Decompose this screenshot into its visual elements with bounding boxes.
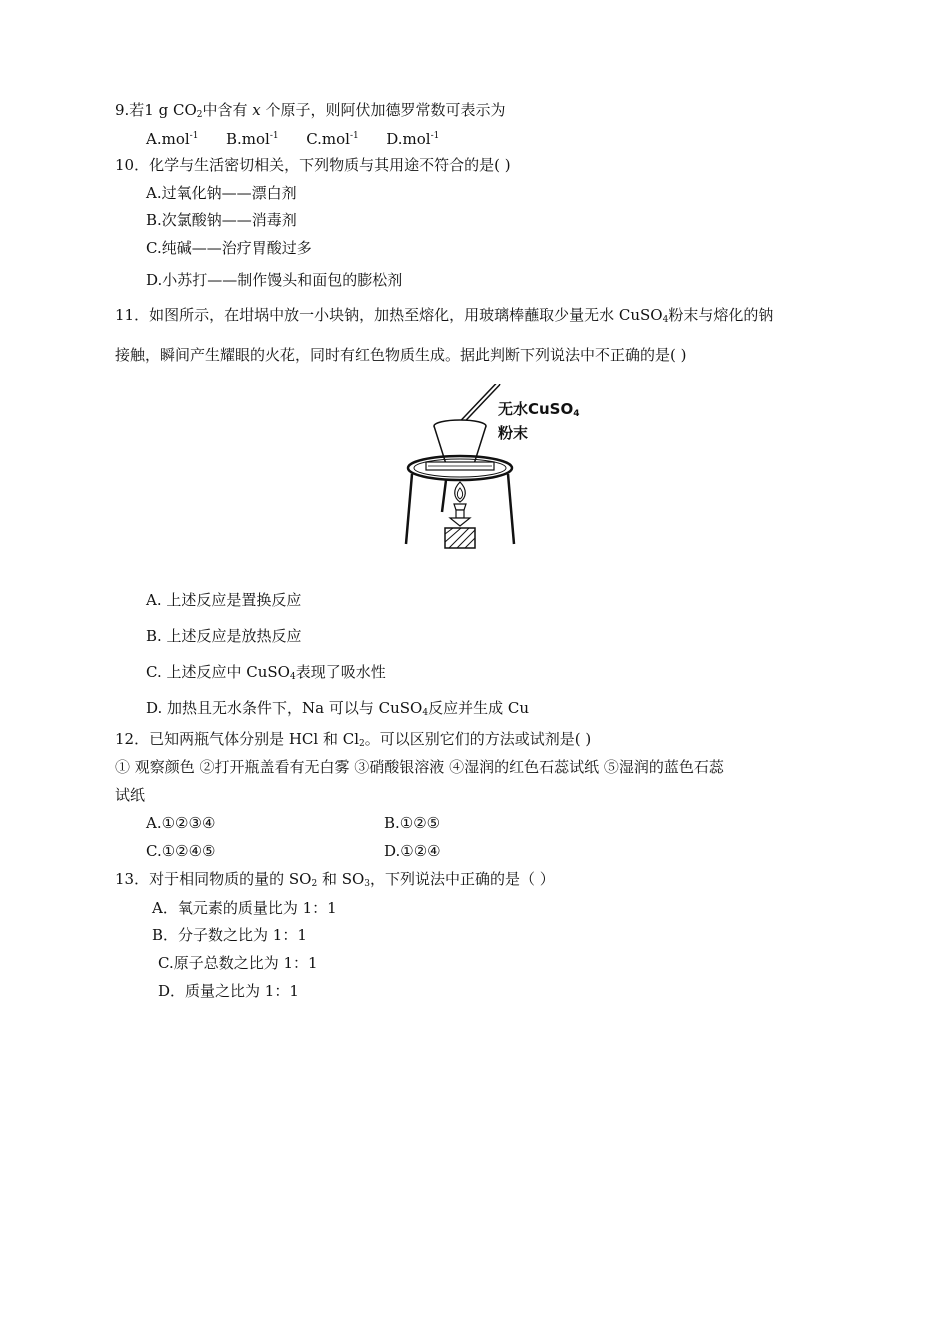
q9-option-c: C.mol$^{-1}$ [306, 130, 359, 148]
q10-option-c: C.纯碱——治疗胃酸过多 [146, 239, 312, 257]
question-11-stem-line2: 接触，瞬间产生耀眼的火花，同时有红色物质生成。据此判断下列说法中不正确的是( ) [115, 346, 687, 364]
q9-option-b: B.mol$^{-1}$ [226, 130, 279, 148]
q10-option-b: B.次氯酸钠——消毒剂 [146, 211, 297, 229]
q13-option-c: C.原子总数之比为 1：1 [158, 954, 318, 972]
figure-label-powder: 粉末 [498, 424, 529, 442]
q11-option-a: A. 上述反应是置换反应 [146, 591, 302, 609]
q10-option-d: D.小苏打——制作馒头和面包的膨松剂 [146, 271, 403, 289]
q9-option-d: D.mol$^{-1}$ [386, 130, 440, 148]
q9-option-a: A.mol$^{-1}$ [146, 130, 199, 148]
q12-option-c: C.①②④⑤ [146, 842, 216, 860]
question-13-stem: 13．对于相同物质的量的 $SO_2$ 和 $SO_3$，下列说法中正确的是（ ） [115, 870, 555, 889]
q12-option-b: B.①②⑤ [384, 814, 441, 832]
q11-option-b: B. 上述反应是放热反应 [146, 627, 302, 645]
question-10-stem: 10．化学与生活密切相关，下列物质与其用途不符合的是( ) [115, 156, 511, 174]
q13-option-b: B．分子数之比为 1：1 [152, 926, 307, 944]
question-9-options [146, 126, 439, 149]
crucible-apparatus-figure [398, 384, 598, 554]
question-12-methods-line1: ① 观察颜色 ②打开瓶盖看有无白雾 ③硝酸银溶液 ④湿润的红色石蕊试纸 ⑤湿润的蓝色石蕊 [115, 758, 724, 776]
question-9-stem: 9.若1 g $CO_2$中含有 x 个原子，则阿伏加德罗常数可表示为 [115, 101, 506, 120]
q13-option-a: A．氧元素的质量比为 1：1 [152, 899, 337, 917]
q12-option-d: D.①②④ [384, 842, 441, 860]
question-11-stem-line1: 11．如图所示，在坩埚中放一小块钠，加热至熔化，用玻璃棒蘸取少量无水 CuSO$_4$粉末与熔化的钠 [115, 306, 774, 325]
question-12-methods-line2: 试纸 [115, 786, 146, 804]
q11-option-d: D. 加热且无水条件下，Na 可以与 CuSO$_4$反应并生成 Cu [146, 699, 530, 718]
q10-option-a: A.过氧化钠——漂白剂 [146, 184, 297, 202]
q13-option-d: D．质量之比为 1：1 [158, 982, 299, 1000]
q11-option-c: C. 上述反应中 CuSO$_4$表现了吸水性 [146, 663, 386, 682]
q12-option-a: A.①②③④ [146, 814, 216, 832]
figure-label-anhydrous-cuso4: 无水CuSO$_4$ [498, 400, 580, 419]
question-12-stem: 12．已知两瓶气体分别是 HCl 和 $Cl_2$。可以区别它们的方法或试剂是( ) [115, 730, 592, 749]
